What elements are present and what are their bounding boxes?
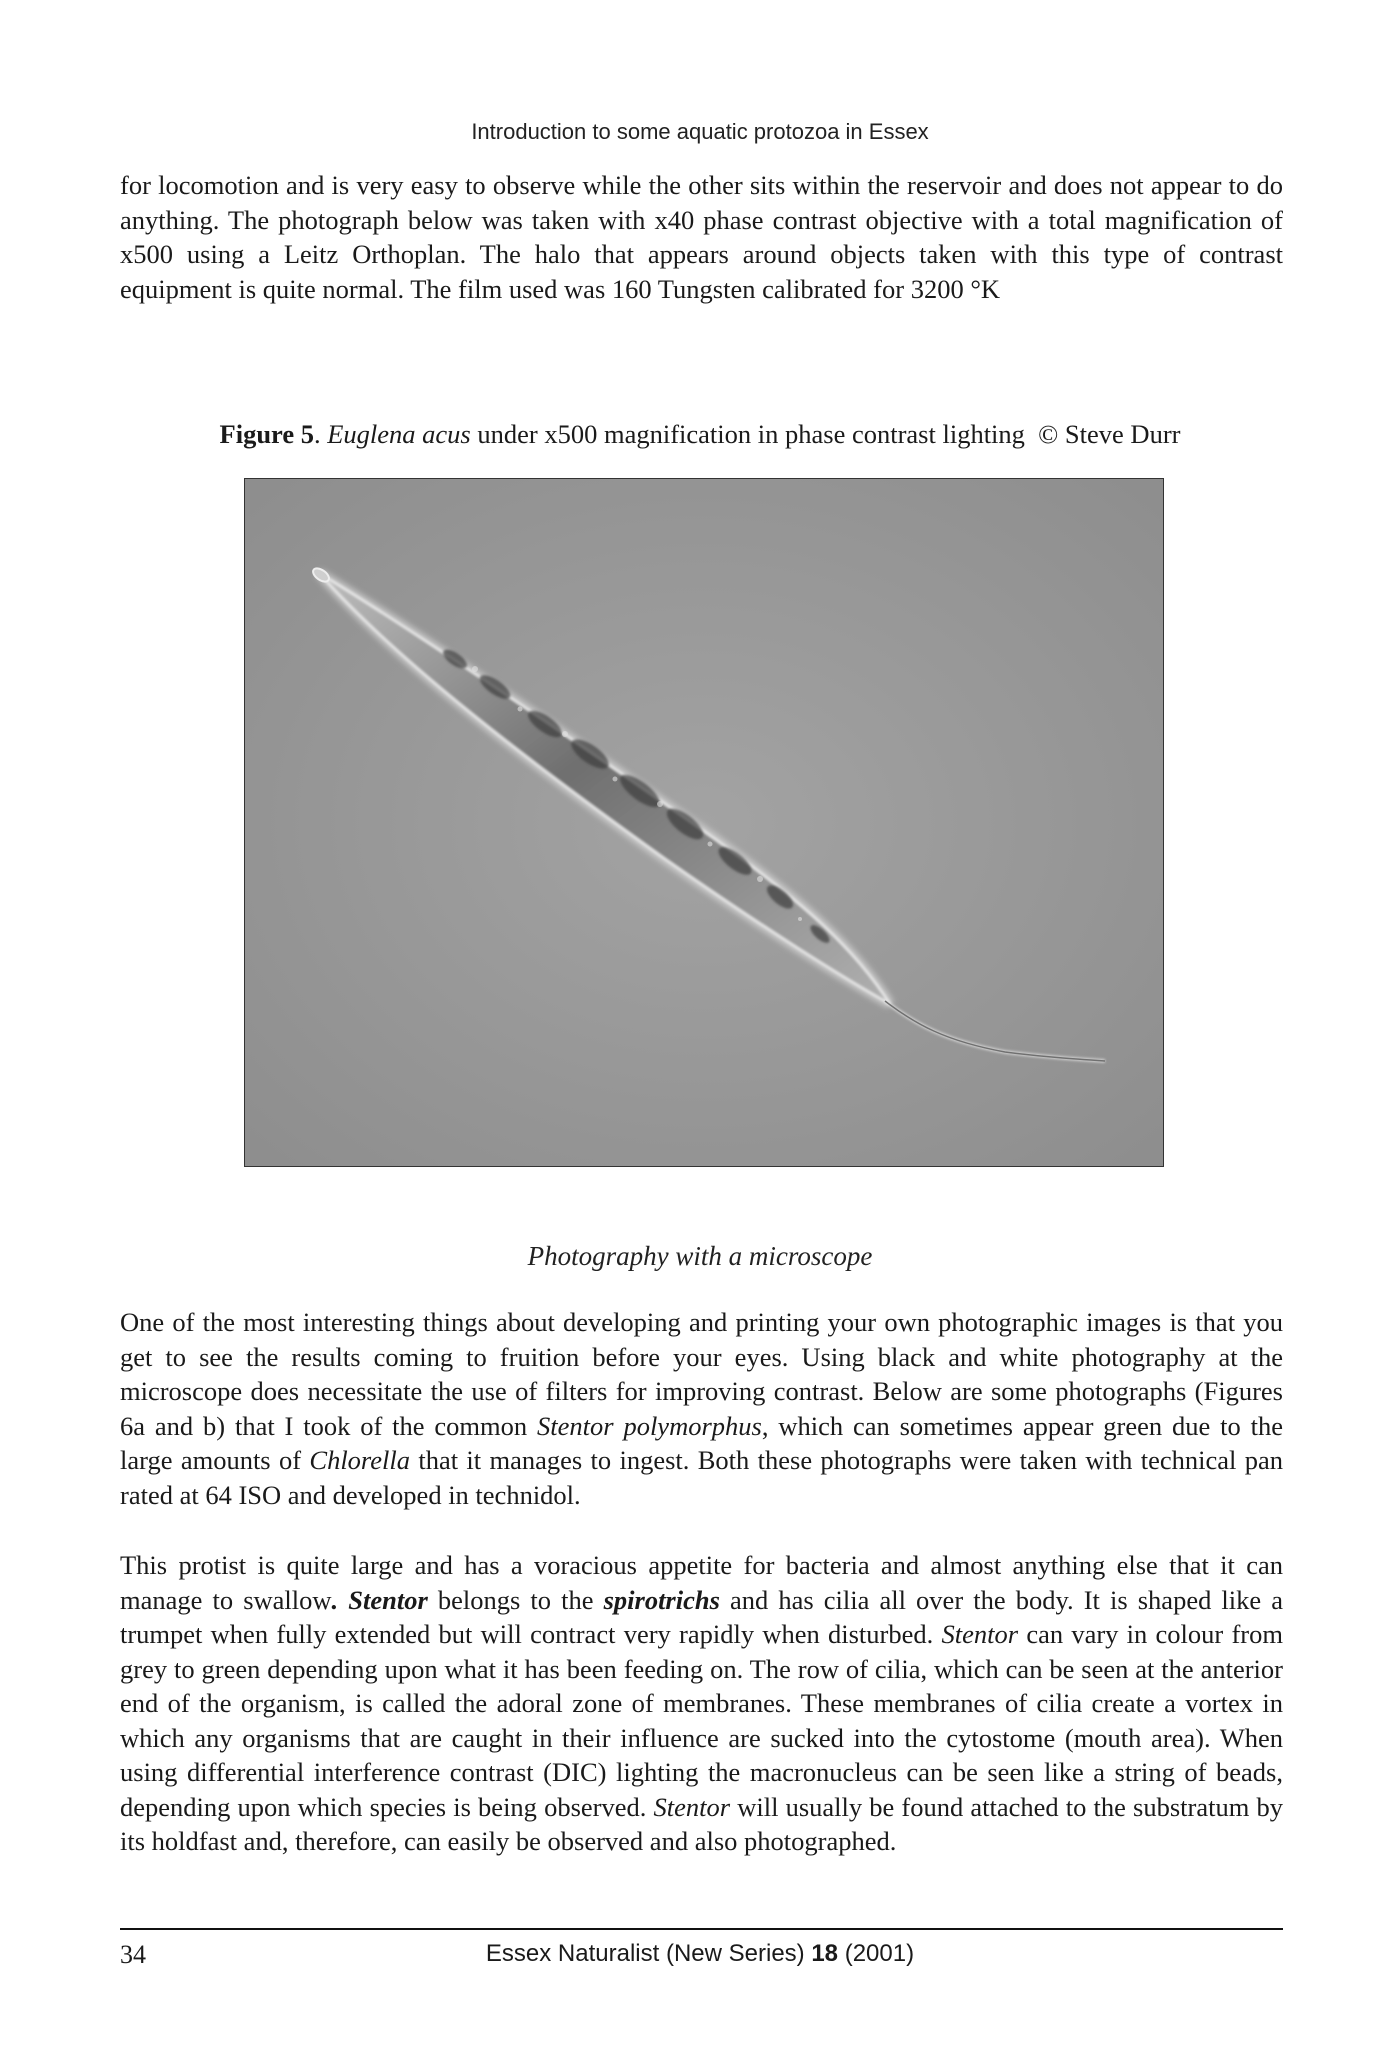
euglena-micrograph bbox=[244, 478, 1164, 1167]
journal-volume: 18 bbox=[811, 1940, 839, 1967]
p2-text-i: will usually be found attached to the substratum by its holdfast and, therefore, can easily be observed and also photographed. bbox=[120, 1791, 1283, 1856]
p1-text-e: that it manages to ingest. Both these photographs were taken with technical pan rated at 64 ISO and developed in technidol. bbox=[120, 1445, 1284, 1510]
euglena-photo-illustration bbox=[245, 479, 1163, 1166]
p1-text-c: , which can sometimes appear green due to the large amounts of bbox=[120, 1410, 1284, 1475]
p2-stentor-bold: . Stentor bbox=[331, 1584, 428, 1615]
p1-text-a: One of the most interesting things about developing and printing your own photographic images is that you get to see the results coming to fruition before your eyes. Using black and white photography at the microscope does necessitate the use of filters for improving contrast. Below are some photographs (Figures 6a and b) that I took of the common bbox=[120, 1307, 1283, 1441]
intro-paragraph: for locomotion and is very easy to observe while the other sits within the reservoir and does not appear to do anything. The photograph below was taken with x40 phase contrast objective with a total magnification of x500 using a Leitz Orthoplan. The halo that appears around objects taken with this type of contrast equipment is quite normal. The film used was 160 Tungsten calibrated for 3200 °K bbox=[120, 170, 1283, 304]
figure-description: under x500 magnification in phase contrast lighting bbox=[470, 419, 1025, 449]
journal-name: Essex Naturalist (New Series) bbox=[485, 1940, 812, 1967]
footer-journal bbox=[0, 1940, 1400, 1968]
p2-stentor-italic: Stentor bbox=[941, 1619, 1019, 1649]
p2-stentor-italic-2: Stentor bbox=[653, 1791, 731, 1822]
running-header: Introduction to some aquatic protozoa in Essex bbox=[471, 119, 929, 144]
p2-text-e: and has cilia all over the body. It is shaped like a trumpet when fully extended but will contract very rapidly when disturbed. bbox=[120, 1584, 1284, 1649]
footer-rule bbox=[120, 1928, 1283, 1930]
body-paragraph-2 bbox=[120, 1548, 1283, 1859]
figure-label: Figure 5 bbox=[219, 419, 314, 449]
figure-separator: . bbox=[313, 419, 328, 449]
figure-copyright: © Steve Durr bbox=[1038, 419, 1181, 449]
p2-text-c: belongs to the bbox=[427, 1584, 604, 1615]
body-paragraph-1 bbox=[120, 1305, 1283, 1512]
p2-text-a: This protist is quite large and has a voracious appetite for bacteria and almost anything else that it can manage to swallow bbox=[120, 1550, 1283, 1615]
p1-species-stentor: Stentor polymorphus bbox=[537, 1410, 762, 1441]
p2-text-g: can vary in colour from grey to green depending upon what it has been feeding on. The row of cilia, which can be seen at the anterior end of the organism, is called the adoral zone of membranes. These membranes of cilia create a vortex in which any organisms that are caught in their influence are sucked into the cytostome (mouth area). When using differential interference contrast (DIC) lighting the macronucleus can be seen like a string of beads, depending upon which species is being observed. bbox=[120, 1619, 1283, 1822]
figure-species: Euglena acus bbox=[327, 419, 471, 449]
journal-year: (2001) bbox=[838, 1940, 915, 1967]
p1-species-chlorella: Chlorella bbox=[309, 1445, 410, 1475]
p2-spirotrichs-bold: spirotrichs bbox=[603, 1584, 720, 1615]
figure-caption bbox=[0, 417, 1400, 451]
page-number: 34 bbox=[120, 1940, 146, 1969]
section-title: Photography with a microscope bbox=[527, 1241, 873, 1271]
